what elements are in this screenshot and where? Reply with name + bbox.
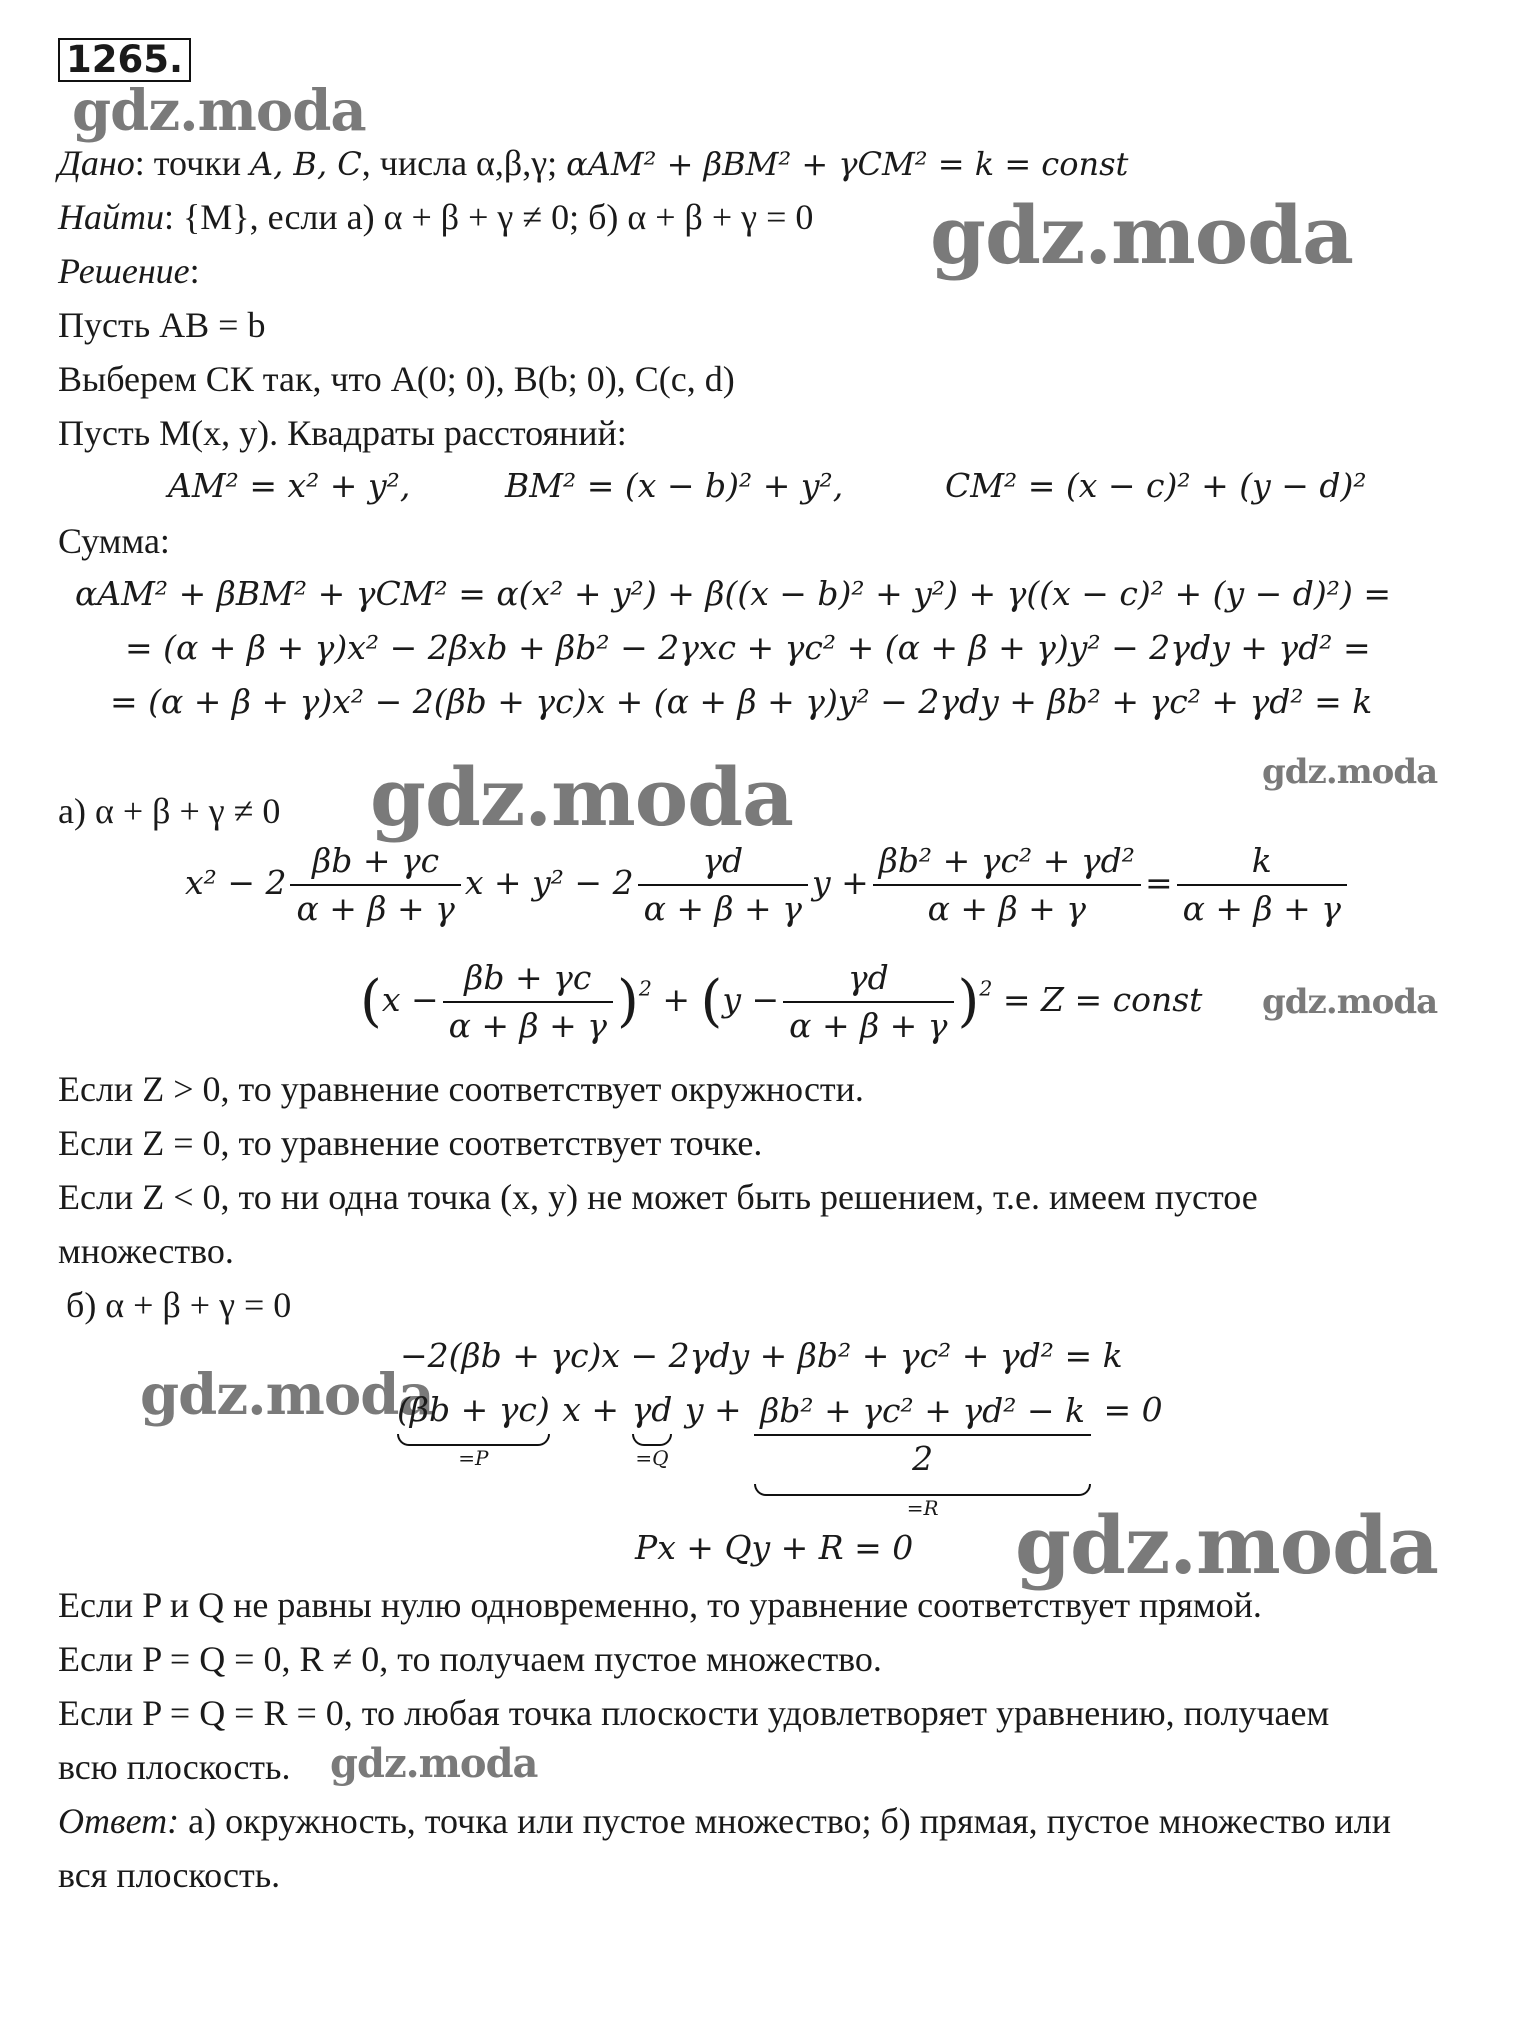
case-b-label: б) α + β + γ = 0 (66, 1285, 292, 1325)
sum-line-3: = (α + β + γ)x² − 2(βb + γc)x + (α + β + γ)y² − 2γdy + βb² + γc² + γd² = k (110, 682, 1373, 721)
watermark: gdz.moda (370, 750, 793, 844)
case-b-line-3b: всю плоскость. (58, 1747, 291, 1787)
watermark: gdz.moda (140, 1362, 434, 1428)
step-let-ab: Пусть AB = b (58, 305, 266, 345)
answer-label: Ответ: (58, 1801, 180, 1841)
q-brace: γd =Q (631, 1390, 673, 1470)
fraction: $\frac{k}{\alpha + \beta + \gamma}$ (1177, 838, 1347, 932)
case-b-equation-2: (βb + γc) =P x + γd =Q y + $\frac{\text{βb² + γc² + γd² − k}}{2}$ =R = 0 (397, 1390, 1163, 1520)
case-a-equation-1: x² − 2 $\frac{\beta b + \gamma c}{\alpha + \beta + \gamma}$ x + y² − 2 $\frac{\gamma d}{\alpha + \beta + \gamma}$ y + $\frac{\text{βb² + γc² + γd²}}{\alpha + \beta + \gamma}$ = $\frac{k}{\alpha + \beta + \gamma}$ (185, 838, 1351, 932)
case-b-line-2: Если P = Q = 0, R ≠ 0, то получаем пустое множество. (58, 1639, 882, 1679)
case-b-equation-1: −2(βb + γc)x − 2γdy + βb² + γc² + γd² = k (400, 1336, 1123, 1375)
case-b-line-1: Если P и Q не равны нулю одновременно, то уравнение соответствует прямой. (58, 1585, 1262, 1625)
watermark: gdz.moda (1015, 1498, 1438, 1592)
find-line: Найти: {M}, если а) α + β + γ ≠ 0; б) α + β + γ = 0 (58, 197, 814, 237)
watermark: gdz.moda (330, 1740, 538, 1787)
case-a-z-zero: Если Z = 0, то уравнение соответствует точке. (58, 1123, 763, 1163)
fraction: $\frac{\text{βb² + γc² + γd² − k}}{2}$ (754, 1388, 1091, 1482)
answer-line-2: вся плоскость. (58, 1855, 281, 1895)
watermark: gdz.moda (1262, 752, 1438, 792)
case-b-equation-3: Px + Qy + R = 0 (635, 1528, 914, 1567)
watermark: gdz.moda (72, 78, 366, 144)
find-label: Найти (58, 197, 164, 237)
formula-cm: CM² = (x − c)² + (y − d)² (945, 466, 1367, 505)
fraction: $\frac{\beta b + \gamma c}{\alpha + \beta + \gamma}$ (290, 838, 460, 932)
fraction: $\frac{\text{βb² + γc² + γd²}}{\alpha + \beta + \gamma}$ (873, 838, 1141, 932)
given-formula: αAM² + βBM² + γCM² = k = const (566, 145, 1129, 183)
sum-line-1: αAM² + βBM² + γCM² = α(x² + y²) + β((x − b)² + y²) + γ((x − c)² + (y − d)²) = (75, 574, 1391, 613)
sum-label: Сумма: (58, 521, 170, 561)
fraction: $\frac{\gamma d}{\alpha + \beta + \gamma}$ (638, 838, 808, 932)
formula-am: AM² = x² + y², (168, 466, 411, 505)
step-choose-cs: Выберем СК так, что A(0; 0), B(b; 0), C(c, d) (58, 359, 735, 399)
answer-line-1: Ответ: а) окружность, точка или пустое множество; б) прямая, пустое множество или (58, 1801, 1391, 1841)
case-a-label: а) α + β + γ ≠ 0 (58, 791, 281, 831)
case-a-equation-2: (x − $\frac{\beta b + \gamma c}{\alpha + \beta + \gamma}$ )$^2$ + (y − $\frac{\gamma d}{\alpha + \beta + \gamma}$ )$^2$ = Z = const (360, 955, 1202, 1049)
formula-bm: BM² = (x − b)² + y², (505, 466, 844, 505)
r-brace: $\frac{\text{βb² + γc² + γd² − k}}{2}$ =R (754, 1388, 1091, 1520)
case-b-line-3a: Если P = Q = R = 0, то любая точка плоскости удовлетворяет уравнению, получаем (58, 1693, 1330, 1733)
watermark: gdz.moda (1262, 982, 1438, 1022)
case-a-z-negative-2: множество. (58, 1231, 234, 1271)
given-line: Дано: точки A, B, C, числа α,β,γ; αAM² + βBM² + γCM² = k = const (58, 143, 1129, 183)
solution-heading: Решение: (58, 251, 200, 291)
watermark: gdz.moda (930, 188, 1353, 282)
step-let-m: Пусть M(x, y). Квадраты расстояний: (58, 413, 627, 453)
sum-line-2: = (α + β + γ)x² − 2βxb + βb² − 2γxc + γc² + (α + β + γ)y² − 2γdy + γd² = (125, 628, 1371, 667)
problem-number: 1265. (58, 38, 191, 82)
case-a-z-negative-1: Если Z < 0, то ни одна точка (x, y) не может быть решением, т.е. имеем пустое (58, 1177, 1258, 1217)
fraction: $\frac{\beta b + \gamma c}{\alpha + \beta + \gamma}$ (443, 955, 613, 1049)
given-label: Дано (58, 143, 135, 183)
case-a-z-positive: Если Z > 0, то уравнение соответствует окружности. (58, 1069, 864, 1109)
p-brace: (βb + γc) =P (397, 1390, 550, 1470)
fraction: $\frac{\gamma d}{\alpha + \beta + \gamma}$ (783, 955, 953, 1049)
